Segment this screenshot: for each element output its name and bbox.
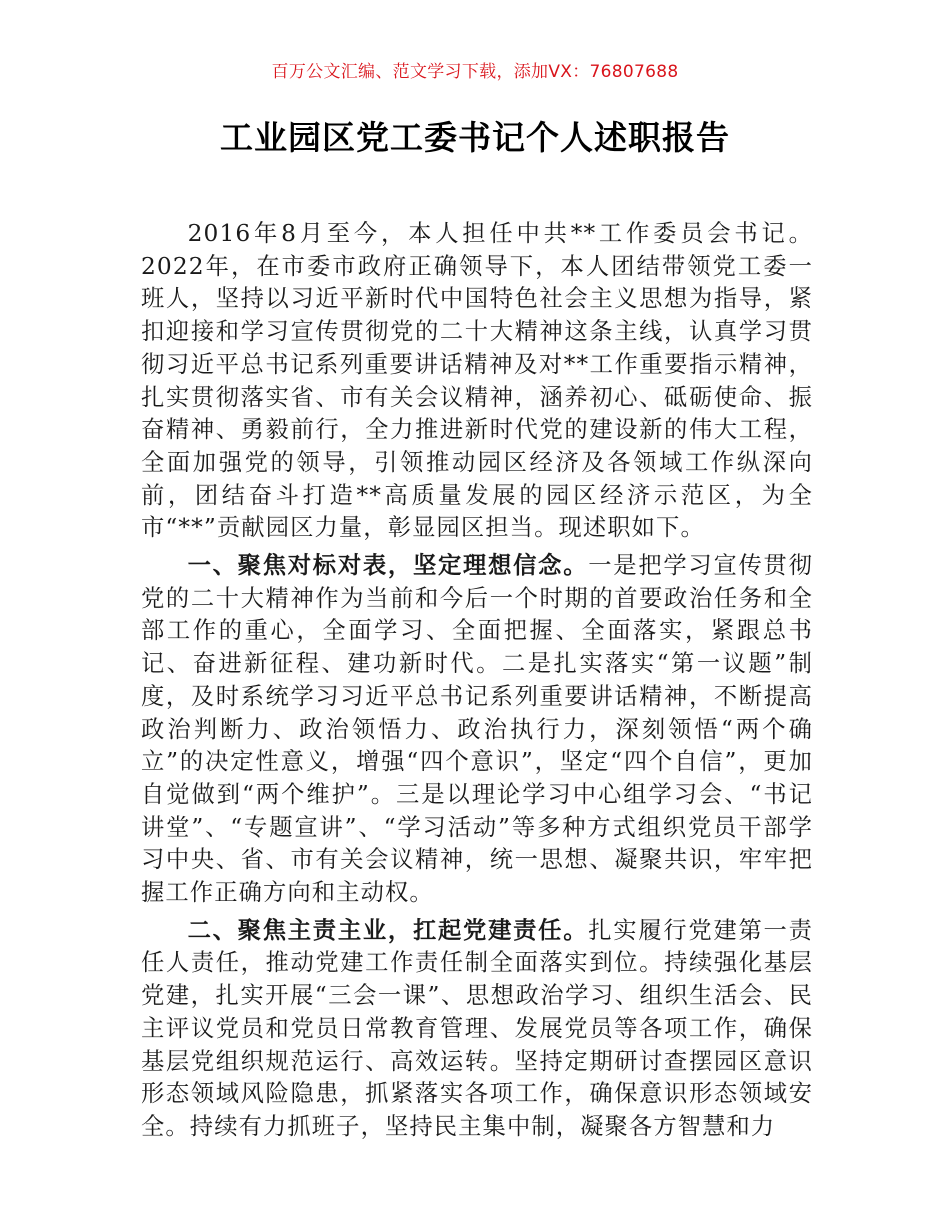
watermark-header: 百万公文汇编、范文学习下载，添加VX：76807688 [271,62,679,82]
document-title: 工业园区党工委书记个人述职报告 [220,118,730,157]
document-body [141,218,813,1144]
paragraph-heading: 一、聚焦对标对表，坚定理想信念。 [187,552,589,580]
paragraph-text: 2016年8月至今，本人担任中共**工作委员会书记。2022年，在市委市政府正确领导下，本人团结带领党工委一班人，坚持以习近平新时代中国特色社会主义思想为指导，紧扣迎接和学习宣传贯彻党的二十大精神这条主线，认真学习贯彻习近平总书记系列重要讲话精神及对**工作重要指示精神，扎实贯彻落实省、市有关会议精神，涵养初心、砥砺使命、振奋精神、勇毅前行，全力推进新时代党的建设新的伟大工程，全面加强党的领导，引领推动园区经济及各领域工作纵深向前，团结奋斗打造**高质量发展的园区经济示范区，为全市“**”贡献园区力量，彰显园区担当。现述职如下。 [141,220,813,542]
paragraph-section-1 [141,550,813,910]
paragraph-section-2 [141,915,813,1144]
paragraph-intro [141,218,813,545]
paragraph-text: 一是把学习宣传贯彻党的二十大精神作为当前和今后一个时期的首要政治任务和全部工作的重心，全面学习、全面把握、全面落实，紧跟总书记、奋进新征程、建功新时代。二是扎实落实“第一议题”制度，及时系统学习习近平总书记系列重要讲话精神，不断提高政治判断力、政治领悟力、政治执行力，深刻领悟“两个确立”的决定性意义，增强“四个意识”，坚定“四个自信”，更加自觉做到“两个维护”。三是以理论学习中心组学习会、“书记讲堂”、“专题宣讲”、“学习活动”等多种方式组织党员干部学习中央、省、市有关会议精神，统一思想、凝聚共识，牢牢把握工作正确方向和主动权。 [141,552,813,907]
paragraph-heading: 二、聚焦主责主业，扛起党建责任。 [187,916,589,944]
paragraph-text: 扎实履行党建第一责任人责任，推动党建工作责任制全面落实到位。持续强化基层党建，扎实开展“三会一课”、思想政治学习、组织生活会、民主评议党员和党员日常教育管理、发展党员等各项工作，确保基层党组织规范运行、高效运转。坚持定期研讨查摆园区意识形态领域风险隐患，抓紧落实各项工作，确保意识形态领域安全。持续有力抓班子，坚持民主集中制，凝聚各方智慧和力 [141,916,813,1140]
